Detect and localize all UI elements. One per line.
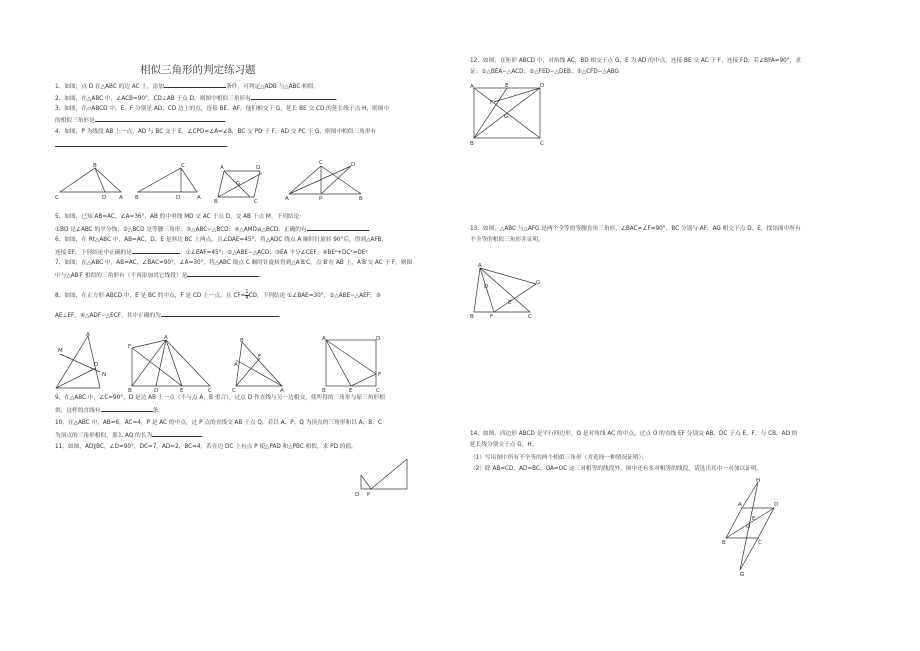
figure-q5 <box>52 332 112 392</box>
question-13 <box>470 226 801 233</box>
segment-be <box>474 88 507 138</box>
question-14-part2 <box>470 466 762 473</box>
label-b: B <box>470 314 474 320</box>
q10-text: 10、在△ABC 中，AB=6，AC=4，P 是 AC 的中点，过 P 点的直线交 AB 于点 Q，若以 A、P、Q 为顶点的三角形和以 A、B、C <box>55 420 382 426</box>
fraction-denominator: 4 <box>245 295 249 301</box>
label-e: E <box>180 388 184 394</box>
answer-blank[interactable] <box>152 431 202 437</box>
question-3-cont: 的相似三角形是 . <box>55 118 227 124</box>
answer-blank[interactable] <box>95 116 225 122</box>
q14-text: 14、如图，四边形 ABCD 是平行四边形，O 是对角线 AC 的中点，过点 O 的直线 EF 分别交 AB、DC 于点 E、F，与 CB、AD 的 <box>470 431 798 437</box>
label-g: G <box>236 181 241 187</box>
label-a: A <box>86 332 90 338</box>
label-d: D <box>774 502 779 508</box>
question-14 <box>470 431 797 438</box>
q12-text: 12、如图，在矩形 ABCD 中，对角线 AC，BD 相交于点 G，E 为 AD 的中点，连接 BE 交 AC 于 F，连接 FD，若∠BFA=90°，求 <box>470 58 801 64</box>
figure-q14 <box>722 478 782 576</box>
label-e: E <box>752 516 756 522</box>
label-a-prime: A <box>234 362 238 368</box>
q5-text-b: ①BD 是∠ABC 的平分线；②△BCD 是等腰三角形；③△ABC∽△BCD；④△AMD≌△BCD。正确的有 <box>55 227 307 233</box>
segment-bd <box>95 168 105 192</box>
question-6-cont <box>55 248 368 257</box>
figure-q1 <box>55 160 125 200</box>
answer-blank[interactable] <box>161 311 279 317</box>
question-7 <box>55 260 412 267</box>
question-9 <box>55 395 385 402</box>
q9-text: 9、在△ABC 中，∠C=90°，D 是边 AB 上一点（不与点 A，B 重合），过点 D 作直线与另一边相交，使所得的三角形与原三角形相 <box>55 395 385 401</box>
segment-pb <box>371 459 407 489</box>
label-a: A <box>738 502 742 508</box>
triangle-abc <box>60 168 121 192</box>
q3-text: 3、如图，在▱ABCD 中，E、F 分别是 AD、CD 边上的点，连接 BE、AF，他们相交于 G，延长 BE 交 CD 的延长线于点 H，则图中 <box>55 106 390 112</box>
label-f: F <box>378 372 382 378</box>
q14-text-d: （2）除 AB=CD，AD=BC，OA=OC 这三对相等的线段外，图中还有多对相等的线段，请选出其中一对加以证明。 <box>470 466 763 472</box>
segment-ae <box>166 340 182 386</box>
question-1 <box>55 82 319 91</box>
extension-cb <box>740 538 758 570</box>
label-m: M <box>58 348 63 354</box>
label-a: A <box>220 165 224 171</box>
q1-text-b: 条件，可判定△ADB 与△ABC 相似。 <box>226 84 320 90</box>
label-f: F <box>128 344 132 350</box>
question-12-cont <box>470 69 619 76</box>
q9-text-c: 条。 <box>152 408 164 414</box>
label-c: C <box>319 160 323 166</box>
q7-text: 7、如图，在△ABC 中，AB=AC，∠BAC=90°，∠A=30°，将△ABC 绕点 C 顺时针旋转得到△A′B′C，点 B′在 AB 上，A′B′交 AC 于 F，则图 <box>55 260 413 266</box>
figure-q4 <box>285 158 365 202</box>
q7-text-b: 中与△AB′F 相似的三角形有（不再添加其它线段）是 <box>55 273 188 279</box>
label-f: F <box>490 314 494 320</box>
page-title: 相似三角形的判定练习题 <box>140 64 256 76</box>
q14-text-b: 延长线分别交于点 G、H。 <box>470 442 538 448</box>
figure-q6 <box>128 334 218 392</box>
segment-fd <box>494 88 540 102</box>
label-g: G <box>536 280 541 286</box>
question-10 <box>55 420 382 427</box>
segment-pd <box>321 166 351 194</box>
label-g: G <box>504 114 509 120</box>
question-5-cont: ①BD 是∠ABC 的平分线；②△BCD 是等腰三角形；③△ABC∽△BCD；④△AMD≌△BCD。正确的有 . <box>55 227 371 233</box>
label-d: D <box>256 165 261 171</box>
label-a: A <box>322 336 326 342</box>
q8-text: 8、如图，在正方形 ABCD 中，E 是 BC 的中点，F 是 CD 上一点，且 CF= <box>55 293 246 299</box>
question-4-cont: . <box>55 141 229 150</box>
label-d: D <box>540 83 545 89</box>
figure-q11 <box>355 455 415 497</box>
label-b: B <box>93 163 97 169</box>
q6-text-c: ：①∠EAF=45°；②△ABE∽△ACD；③EA 平分∠CEF；④BE²+DC²=DE² <box>179 250 368 256</box>
label-p: P <box>367 492 371 498</box>
label-n: N <box>102 372 107 378</box>
label-c: C <box>528 314 532 320</box>
q2-text: 2、如图，在△ABC 中，∠ACB=90°，CD⊥AB 于点 D，则图中相似三角形有 <box>55 96 251 102</box>
figure-q8 <box>322 336 382 394</box>
question-5 <box>55 214 305 221</box>
q8-text-c: AE⊥EF，④△ADF∽△ECF。其中正确的为 <box>55 313 161 319</box>
label-b: B <box>214 199 218 205</box>
label-c: C <box>540 141 544 147</box>
q14-text-c: （1）写出图中所有不全等的两个相似三角形（并选择一种情况证明）； <box>470 455 648 461</box>
label-c: C <box>254 199 258 205</box>
label-d: D <box>94 362 99 368</box>
question-6 <box>55 237 387 244</box>
label-d: D <box>102 195 107 201</box>
question-8 <box>55 290 381 301</box>
label-a: A <box>478 263 482 269</box>
label-c: C <box>758 540 762 546</box>
question-14-part1 <box>470 455 647 462</box>
q3-text-b: 的相似三角形是 <box>55 118 95 124</box>
square-abcd <box>326 340 376 386</box>
q13-text: 13、如图，△ABC 与△AFG 是两个全等的等腰直角三角形，∠BAC=∠F=90°，BC 分别与 AF，AG 相交于点 D、E，找出图中所有 <box>470 226 801 232</box>
label-b: B <box>135 195 139 201</box>
question-12 <box>470 58 801 65</box>
label-o: O <box>746 524 751 530</box>
figure-q3 <box>212 163 272 203</box>
q9-text-b: 似，这样的直线有 <box>55 408 101 414</box>
q6-text-b: 连接 EF，下列结论中正确的是 <box>55 250 132 256</box>
answer-blank[interactable] <box>307 225 369 231</box>
label-b: B <box>128 388 132 394</box>
label-d: D <box>376 336 381 342</box>
q4-text: 4、如图，P 为线段 AB 上一点，AD 与 BC 交于 E，∠CPD=∠A=∠B，BC 交 PD 于 F，AD 交 PC 于 G，则图中相似三角形有 <box>55 129 377 135</box>
q10-text-b: 为顶点的三角形相似，那么 AQ 的长为 <box>55 433 153 439</box>
figure-q2 <box>135 160 205 200</box>
q8-text-b: CD，下列结论 ①∠BAE=30°，②△ABE∽△AEF，③ <box>248 293 381 299</box>
question-3 <box>55 106 389 113</box>
label-d: D <box>484 284 489 290</box>
label-e: E <box>508 300 512 306</box>
triangle-abc <box>138 168 197 192</box>
label-e: E <box>349 388 353 394</box>
answer-blank[interactable] <box>164 82 226 88</box>
label-d: D <box>355 492 360 498</box>
question-8-cont: AE⊥EF，④△ADF∽△ECF。其中正确的为 . <box>55 313 281 319</box>
answer-blank[interactable] <box>187 271 259 277</box>
label-b: B <box>722 540 726 546</box>
q6-text: 6、如图，在 Rt△ABC 中，AB=AC，D、E 是斜边 BC 上两点，且∠DAE=45°，将△ADC 绕点 A 顺时针旋转 90°后，得到△AFB， <box>55 237 388 243</box>
figure-q7 <box>232 336 290 392</box>
question-7-cont: 中与△AB′F 相似的三角形有（不再添加其它线段）是 . <box>55 273 262 279</box>
label-a: A <box>197 195 201 201</box>
q11-text: 11、如图，AD∥BC，∠D=90°，DC=7，AD=2，BC=4，若在边 DC 上有点 P 使△PAD 和△PBC 相似，求 PD 的值。 <box>55 444 357 450</box>
diagonal-ac <box>726 508 774 538</box>
label-p: P <box>319 196 323 202</box>
segment-a-prime <box>236 360 282 386</box>
triangle-abc <box>132 340 210 386</box>
label-c: C <box>181 163 185 169</box>
label-c: C <box>232 388 236 394</box>
question-14-cont <box>470 442 537 449</box>
q5-text: 5、如图，已知 AB=AC，∠A=36°，AB 的中垂线 MD 交 AC 于点 D、交 AB 于点 M。下列结论： <box>55 214 305 220</box>
label-f: F <box>258 354 262 360</box>
label-e: E <box>505 83 509 89</box>
segment-af <box>326 340 376 374</box>
answer-blank[interactable] <box>132 248 180 254</box>
label-d: D <box>154 388 159 394</box>
segment-ap <box>361 475 371 489</box>
q1-text: 1、如图，点 D 在△ABC 的边 AC 上，添加 <box>55 84 165 90</box>
answer-blank[interactable] <box>55 141 227 147</box>
segment-ef <box>351 374 376 386</box>
label-f: F <box>490 100 494 106</box>
segment-ad <box>289 166 351 194</box>
label-c: C <box>376 388 380 394</box>
answer-blank[interactable] <box>101 406 153 412</box>
segment-ae <box>326 340 351 386</box>
q13-text-b: 不全等的相似三角形并证明。 <box>470 237 544 243</box>
label-c: C <box>208 388 212 394</box>
question-9-cont <box>55 406 164 415</box>
question-2: 2、如图，在△ABC 中，∠ACB=90°，CD⊥AB 于点 D，则图中相似三角形有 . <box>55 96 338 102</box>
question-4 <box>55 129 376 136</box>
label-g: G <box>740 572 745 578</box>
label-b: B <box>470 141 474 147</box>
label-a: A <box>470 84 474 90</box>
label-b: B <box>359 196 363 202</box>
fraction-numerator: 1 <box>245 289 249 295</box>
question-10-cont: 为顶点的三角形相似，那么 AQ 的长为 . <box>55 433 205 439</box>
label-b: B <box>240 338 244 344</box>
label-a: A <box>285 196 289 202</box>
label-c: C <box>55 195 59 201</box>
question-11 <box>55 444 357 451</box>
figure-q12 <box>468 80 548 146</box>
label-a: A <box>119 195 123 201</box>
label-a: A <box>164 335 168 341</box>
question-13-cont <box>470 237 544 244</box>
answer-blank[interactable] <box>251 94 336 100</box>
label-a: A <box>280 388 284 394</box>
q12-text-b: 证：①△BEA∽△ACD；②△FED∽△DEB；③△CFD∽△ABG <box>470 69 619 75</box>
label-d: D <box>351 162 356 168</box>
label-d: D <box>176 195 181 201</box>
label-b: B <box>322 388 326 394</box>
segment-ac <box>289 166 321 194</box>
figure-q13 <box>470 262 542 320</box>
label-h: H <box>756 478 761 484</box>
